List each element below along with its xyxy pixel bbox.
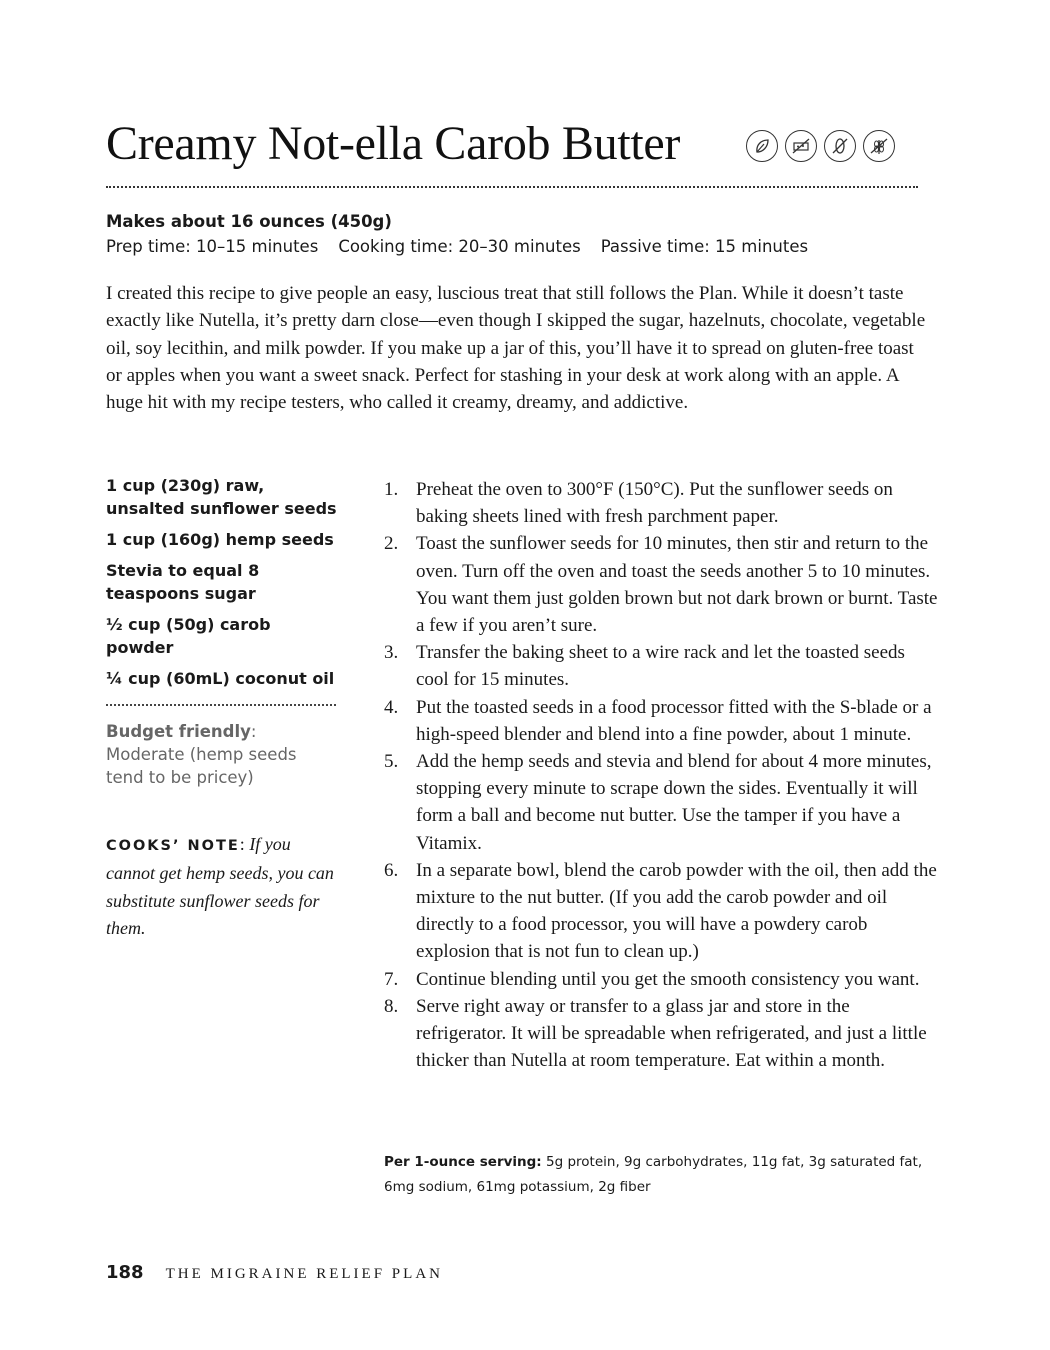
nutrition-info [384,1150,924,1200]
step-item [384,748,940,857]
cooks-note-text: If you cannot get hemp seeds, you can substitute sunflower seeds for them. [106,834,334,938]
nutrition-text: 5g protein, 9g carbohydrates, 11g fat, 3g saturated fat, 6mg sodium, 61mg potassium, 2g fiber [384,1154,923,1195]
step-text: Put the toasted seeds in a food processor fitted with the S-blade or a high-speed blender and blend into a fine powder, about 1 minute. [416,696,932,745]
prep-time: Prep time: 10–15 minutes [106,237,319,256]
ingredient-item: 1 cup (160g) hemp seeds [106,530,334,549]
passive-time: Passive time: 15 minutes [600,237,809,256]
step-text: Toast the sunflower seeds for 10 minutes, then stir and return to the oven. Turn off the oven and toast the seeds another 5 to 10 minutes. You want them just golden brown but not dark brown or burnt. Taste a few if you aren’t sure. [416,533,938,637]
ingredients-divider [106,704,336,706]
ingredients-list [106,474,338,690]
no-dairy-icon [785,130,817,162]
step-number: 7. [384,968,399,990]
budget-note [106,720,338,789]
step-number: 8. [384,995,399,1017]
times-row [106,234,808,260]
ingredient-item: ½ cup (50g) carob powder [106,615,271,657]
nutrition-label: Per 1-ounce serving: [384,1154,542,1170]
step-item [384,966,940,993]
intro-paragraph: I created this recipe to give people an easy, luscious treat that still follows the Plan. While it doesn’t taste exactly like Nutella, it’s pretty darn close—even though I skipped the sugar, hazelnuts, chocolate, vegetable oil, soy lecithin, and milk powder. If you make up a jar of this, you’ll have it to spread on gluten-free toast or apples when you want a sweet snack. Perfect for stashing in your desk at work along with an apple. A huge hit with my recipe testers, who called it creamy, dreamy, and addictive. [106,283,926,414]
step-text: In a separate bowl, blend the carob powder with the oil, then add the mixture to the nut butter. (If you add the carob powder and oil directly to a food processor, you will have a powdery carob explosion that is not fun to clean up.) [416,859,937,963]
step-item [384,530,940,639]
cook-time: Cooking time: 20–30 minutes [338,237,581,256]
page-footer [106,1262,443,1283]
step-number: 6. [384,859,399,881]
cooks-note: COOKS’ NOTE: If you cannot get hemp seeds, you can substitute sunflower seeds for them. [106,834,334,938]
step-item [384,476,940,530]
book-title: THE MIGRAINE RELIEF PLAN [165,1266,443,1282]
step-number: 2. [384,533,399,555]
step-text: Serve right away or transfer to a glass jar and store in the refrigerator. It will be spreadable when refrigerated, and just a little thicker than Nutella at room temperature. Eat within a month. [416,995,927,1072]
ingredient-item: 1 cup (230g) raw, unsalted sunflower seeds [106,476,337,518]
step-text: Add the hemp seeds and stevia and blend for about 4 more minutes, stopping every minute to scrape down the sides. Eventually it will form a ball and become nut butter. Use the tamper if you have a Vitamix. [416,751,932,854]
step-text: Preheat the oven to 300°F (150°C). Put the sunflower seeds on baking sheets lined with fresh parchment paper. [416,479,893,528]
method-steps [384,476,940,1074]
page-number: 188 [106,1262,144,1283]
step-item [384,694,940,748]
leaf-icon [746,130,778,162]
step-number: 3. [384,642,399,664]
step-text: Continue blending until you get the smooth consistency you want. [416,968,920,990]
budget-label: Budget friendly [106,722,251,741]
cooks-note-label: COOKS’ NOTE [106,838,240,854]
step-number: 4. [384,696,399,718]
diet-icons [746,130,895,162]
step-item [384,639,940,693]
recipe-title: Creamy Not-ella Carob Butter [106,117,681,170]
step-item [384,857,940,966]
yield: Makes about 16 ounces (450g) [106,212,392,231]
budget-text: : Moderate (hemp seeds tend to be pricey) [106,722,297,787]
ingredient-item: Stevia to equal 8 teaspoons sugar [106,561,260,603]
recipe-meta [106,210,808,260]
ingredient-item: ¼ cup (60mL) coconut oil [106,669,335,688]
step-number: 1. [384,479,399,500]
no-grain-icon [863,130,895,162]
no-gluten-icon [824,130,856,162]
sidebar-column [106,474,338,942]
step-number: 5. [384,751,399,773]
step-item [384,993,940,1075]
title-divider [106,186,918,188]
step-text: Transfer the baking sheet to a wire rack and let the toasted seeds cool for 15 minutes. [416,642,905,691]
